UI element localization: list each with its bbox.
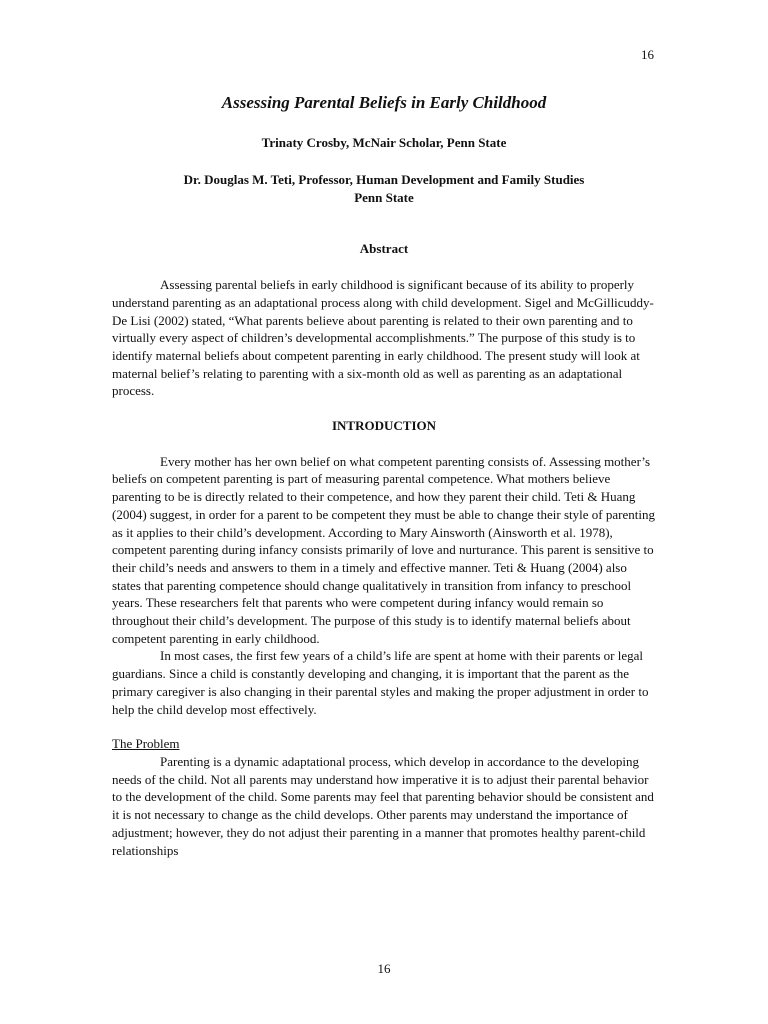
abstract-heading: Abstract — [359, 241, 409, 257]
page-number-bottom: 16 — [377, 961, 391, 976]
intro-paragraph-1: Every mother has her own belief on what competent parenting consists of. Assessing mother’s beliefs on competent parenting is part of measuring parental competence. What mothers believe parenting to be is directly related to their competence, and how they parent their child. Teti & Huang (2004) suggest, in order for a parent to be competent they must be able to change their style of parenting as it applies to their child’s development. According to Mary Ainsworth (Ainsworth et al. 1978), competent parenting during infancy consists primarily of love and nurturance. This parent is sensitive to their child’s needs and answers to them in a timely and effective manner. Teti & Huang (2004) also states that parenting competence should change qualitatively in transition from infancy to preschool years. These researchers felt that parents who were competent during infancy would remain so throughout their child’s development. The purpose of this study is to identify maternal beliefs about competent parenting in early childhood. — [112, 453, 655, 646]
page-number-top: 16 — [641, 47, 654, 62]
paper-body — [112, 94, 656, 859]
abstract-paragraph: Assessing parental beliefs in early childhood is significant because of its ability to properly understand parenting as an adaptational process along with child development. Sigel and McGillicuddy-De Lisi (2002) stated, “What parents believe about parenting is related to their own parenting and to virtually every aspect of children’s developmental accomplishments.” The purpose of this study is to identify maternal beliefs about competent parenting in early childhood. The present study will look at maternal belief’s relating to parenting with a six-month old as well as parenting as an adaptational process. — [112, 277, 654, 399]
author-advisor-line-1: Dr. Douglas M. Teti, Professor, Human Development and Family Studies — [183, 172, 585, 188]
author-student: Trinaty Crosby, McNair Scholar, Penn State — [261, 134, 507, 150]
author-advisor-line-2: Penn State — [354, 189, 414, 205]
introduction-heading: INTRODUCTION — [331, 418, 436, 434]
paper-title: Assessing Parental Beliefs in Early Childhood — [221, 93, 547, 112]
problem-paragraph: Parenting is a dynamic adaptational process, which develop in accordance to the developing needs of the child. Not all parents may understand how imperative it is to adjust their parental behavior to the development of the child. Some parents may feel that parenting behavior should be consistent and it is not necessary to change as the child develops. Other parents may understand the importance of adjustment; however, they do not adjust their parenting in a manner that promotes healthy parent-child relationships — [112, 753, 654, 858]
problem-subheading: The Problem — [112, 736, 180, 752]
author-advisor — [112, 171, 656, 206]
intro-paragraph-2: In most cases, the first few years of a child’s life are spent at home with their parents or legal guardians. Since a child is constantly developing and changing, it is important that the parent as the primary caregiver is also changing in their parental styles and making the proper adjustment in order to help the child develop most effectively. — [112, 648, 649, 717]
